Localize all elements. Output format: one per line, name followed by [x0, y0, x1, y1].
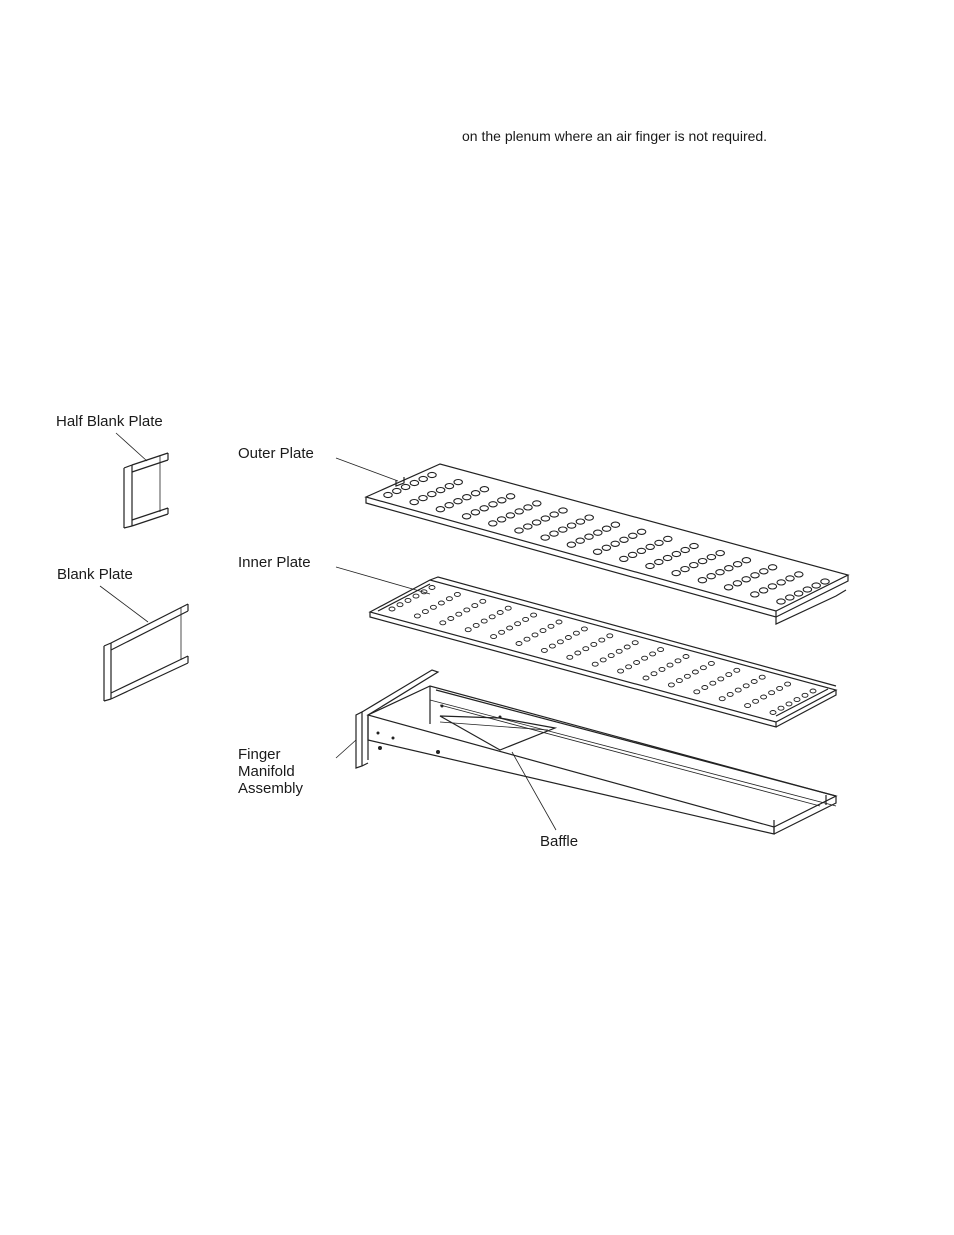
perforation-hole: [724, 585, 732, 590]
perforation-hole: [672, 571, 680, 576]
perforation-hole: [429, 586, 435, 590]
perforation-hole: [667, 663, 673, 667]
perforation-hole: [681, 567, 689, 572]
perforation-hole: [745, 704, 751, 708]
perforation-hole: [602, 526, 610, 531]
caption-text: on the plenum where an air finger is not required.: [462, 128, 768, 144]
perforation-hole: [786, 595, 794, 600]
perforation-hole: [628, 552, 636, 557]
label-finger-manifold-1: Finger: [238, 746, 281, 763]
perforation-hole: [480, 506, 488, 511]
perforation-hole: [540, 629, 546, 633]
perforation-hole: [445, 484, 453, 489]
perforation-hole: [428, 472, 436, 477]
perforation-hole: [810, 689, 816, 693]
perforation-hole: [471, 510, 479, 515]
perforation-hole: [668, 683, 674, 687]
perforation-hole: [410, 500, 418, 505]
perforation-hole: [505, 606, 511, 610]
perforation-hole: [531, 613, 537, 617]
perforation-hole: [676, 679, 682, 683]
perforation-hole: [515, 509, 523, 514]
perforation-hole: [751, 573, 759, 578]
perforation-hole: [585, 515, 593, 520]
perforation-hole: [454, 499, 462, 504]
label-finger-manifold-2: Manifold: [238, 763, 295, 780]
perforation-hole: [725, 566, 733, 571]
perforation-hole: [600, 658, 606, 662]
perforation-hole: [497, 517, 505, 522]
perforation-hole: [591, 642, 597, 646]
perforation-hole: [642, 656, 648, 660]
perforation-hole: [448, 617, 454, 621]
perforation-hole: [664, 536, 672, 541]
perforation-hole: [498, 498, 506, 503]
perforation-hole: [430, 605, 436, 609]
perforation-hole: [438, 601, 444, 605]
perforation-hole: [629, 533, 637, 538]
perforation-hole: [716, 570, 724, 575]
perforation-hole: [428, 492, 436, 497]
perforation-hole: [710, 681, 716, 685]
perforation-hole: [620, 537, 628, 542]
perforation-hole: [607, 634, 613, 638]
perforation-hole: [707, 574, 715, 579]
perforation-hole: [506, 494, 514, 499]
perforation-hole: [742, 577, 750, 582]
perforation-hole: [770, 711, 776, 715]
perforation-hole: [549, 644, 555, 648]
perforation-hole: [821, 579, 829, 584]
perforation-hole: [436, 488, 444, 493]
perforation-hole: [675, 659, 681, 663]
perforation-hole: [489, 502, 497, 507]
perforation-hole: [389, 607, 395, 611]
perforation-hole: [624, 645, 630, 649]
perforation-hole: [559, 508, 567, 513]
perforation-hole: [760, 569, 768, 574]
perforation-hole: [726, 673, 732, 677]
perforation-hole: [464, 608, 470, 612]
perforation-hole: [557, 640, 563, 644]
label-blank-plate: Blank Plate: [57, 566, 133, 583]
perforation-hole: [611, 541, 619, 546]
perforation-hole: [637, 548, 645, 553]
perforation-hole: [802, 693, 808, 697]
perforation-hole: [593, 549, 601, 554]
perforation-hole: [727, 692, 733, 696]
perforation-hole: [445, 503, 453, 508]
perforation-hole: [472, 604, 478, 608]
perforation-hole: [602, 545, 610, 550]
perforation-hole: [384, 492, 392, 497]
perforation-hole: [733, 562, 741, 567]
perforation-hole: [658, 648, 664, 652]
perforation-hole: [681, 547, 689, 552]
perforation-hole: [576, 519, 584, 524]
perforation-hole: [759, 588, 767, 593]
perforation-hole: [651, 672, 657, 676]
perforation-hole: [454, 480, 462, 485]
perforation-hole: [524, 505, 532, 510]
perforation-hole: [413, 594, 419, 598]
perforation-hole: [611, 522, 619, 527]
perforation-hole: [393, 488, 401, 493]
perforation-hole: [698, 578, 706, 583]
perforation-hole: [700, 666, 706, 670]
perforation-hole: [655, 559, 663, 564]
perforation-hole: [473, 623, 479, 627]
perforation-hole: [708, 661, 714, 665]
perforation-hole: [533, 501, 541, 506]
perforation-hole: [777, 580, 785, 585]
label-outer-plate: Outer Plate: [238, 445, 314, 462]
perforation-hole: [795, 572, 803, 577]
perforation-hole: [446, 597, 452, 601]
perforation-hole: [743, 684, 749, 688]
perforation-hole: [405, 598, 411, 602]
perforation-hole: [550, 531, 558, 536]
perforation-hole: [516, 642, 522, 646]
perforation-hole: [698, 559, 706, 564]
perforation-hole: [634, 661, 640, 665]
perforation-hole: [768, 584, 776, 589]
perforation-hole: [707, 555, 715, 560]
perforation-hole: [471, 491, 479, 496]
label-inner-plate: Inner Plate: [238, 554, 311, 571]
perforation-hole: [759, 675, 765, 679]
perforation-hole: [575, 651, 581, 655]
perforation-hole: [481, 619, 487, 623]
perforation-hole: [456, 612, 462, 616]
perforation-hole: [778, 706, 784, 710]
perforation-hole: [768, 565, 776, 570]
perforation-hole: [794, 698, 800, 702]
label-baffle: Baffle: [540, 833, 579, 850]
perforation-hole: [565, 636, 571, 640]
perforation-hole: [663, 555, 671, 560]
label-finger-manifold-3: Assembly: [238, 780, 304, 797]
perforation-hole: [585, 534, 593, 539]
perforation-hole: [581, 627, 587, 631]
perforation-hole: [489, 521, 497, 526]
perforation-hole: [440, 621, 446, 625]
perforation-hole: [499, 630, 505, 634]
perforation-hole: [524, 637, 530, 641]
perforation-hole: [454, 592, 460, 596]
perforation-hole: [497, 611, 503, 615]
perforation-hole: [643, 676, 649, 680]
perforation-hole: [573, 631, 579, 635]
perforation-hole: [594, 530, 602, 535]
perforation-hole: [753, 699, 759, 703]
perforation-hole: [532, 633, 538, 637]
perforation-hole: [616, 649, 622, 653]
perforation-hole: [812, 583, 820, 588]
perforation-hole: [507, 626, 513, 630]
perforation-hole: [567, 542, 575, 547]
perforation-hole: [541, 648, 547, 652]
perforation-hole: [491, 635, 497, 639]
perforation-hole: [608, 654, 614, 658]
perforation-hole: [655, 540, 663, 545]
perforation-hole: [583, 647, 589, 651]
perforation-hole: [718, 677, 724, 681]
perforation-hole: [785, 682, 791, 686]
perforation-hole: [480, 487, 488, 492]
perforation-hole: [777, 686, 783, 690]
perforation-hole: [462, 514, 470, 519]
perforation-hole: [397, 603, 403, 607]
perforation-hole: [524, 524, 532, 529]
perforation-hole: [794, 591, 802, 596]
perforation-hole: [735, 688, 741, 692]
perforation-hole: [515, 622, 521, 626]
perforation-hole: [410, 480, 418, 485]
perforation-hole: [786, 702, 792, 706]
perforation-hole: [777, 599, 785, 604]
perforation-hole: [716, 551, 724, 556]
perforation-hole: [719, 697, 725, 701]
perforation-hole: [480, 599, 486, 603]
perforation-hole: [632, 641, 638, 645]
perforation-hole: [541, 516, 549, 521]
perforation-hole: [401, 484, 409, 489]
perforation-hole: [620, 556, 628, 561]
perforation-hole: [592, 662, 598, 666]
perforation-hole: [646, 544, 654, 549]
perforation-hole: [742, 558, 750, 563]
perforation-hole: [559, 527, 567, 532]
perforation-hole: [734, 668, 740, 672]
blank-plate-drawing: [104, 604, 188, 701]
perforation-hole: [567, 655, 573, 659]
perforation-hole: [761, 695, 767, 699]
perforation-hole: [414, 614, 420, 618]
perforation-hole: [786, 576, 794, 581]
half-blank-plate-drawing: [124, 453, 168, 528]
perforation-hole: [436, 507, 444, 512]
perforation-hole: [523, 617, 529, 621]
perforation-hole: [618, 669, 624, 673]
perforation-hole: [646, 563, 654, 568]
perforation-hole: [532, 520, 540, 525]
label-half-blank-plate: Half Blank Plate: [56, 413, 163, 430]
perforation-hole: [694, 690, 700, 694]
perforation-hole: [489, 615, 495, 619]
perforation-hole: [690, 543, 698, 548]
perforation-hole: [599, 638, 605, 642]
perforation-hole: [683, 655, 689, 659]
perforation-hole: [672, 551, 680, 556]
perforation-hole: [548, 624, 554, 628]
perforation-hole: [637, 529, 645, 534]
perforation-hole: [463, 495, 471, 500]
perforation-hole: [419, 476, 427, 481]
perforation-hole: [803, 587, 811, 592]
perforation-hole: [465, 628, 471, 632]
perforation-hole: [751, 592, 759, 597]
perforation-hole: [626, 665, 632, 669]
perforation-hole: [419, 496, 427, 501]
perforation-hole: [556, 620, 562, 624]
perforation-hole: [684, 674, 690, 678]
perforation-hole: [550, 512, 558, 517]
perforation-hole: [576, 538, 584, 543]
perforation-hole: [769, 691, 775, 695]
perforation-hole: [690, 563, 698, 568]
perforation-hole: [702, 686, 708, 690]
perforation-hole: [659, 667, 665, 671]
perforation-hole: [751, 680, 757, 684]
perforation-hole: [733, 581, 741, 586]
perforation-hole: [541, 535, 549, 540]
perforation-hole: [506, 513, 514, 518]
perforation-hole: [692, 670, 698, 674]
perforation-hole: [515, 528, 523, 533]
perforation-hole: [567, 523, 575, 528]
perforation-hole: [650, 652, 656, 656]
perforation-hole: [422, 610, 428, 614]
